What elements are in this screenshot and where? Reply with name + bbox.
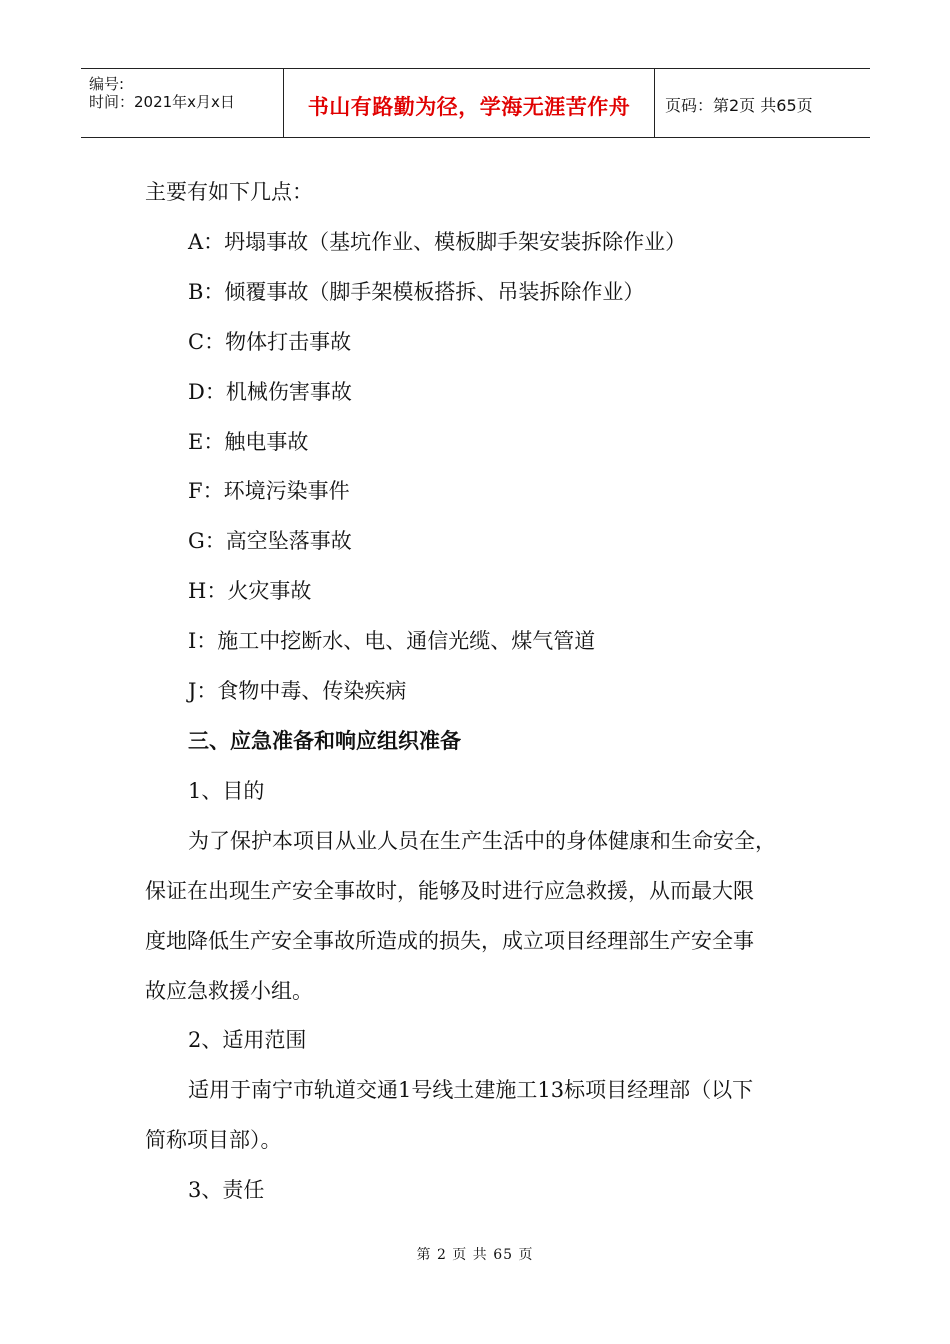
list-item: D：机械伤害事故: [188, 380, 352, 404]
subsection-title-scope: 2、适用范围: [188, 1028, 307, 1052]
list-item: A：坍塌事故（基坑作业、模板脚手架安装拆除作业）: [188, 230, 687, 254]
subsection-title-responsibility: 3、责任: [188, 1178, 265, 1202]
paragraph-line: 适用于南宁市轨道交通1号线土建施工13标项目经理部（以下: [188, 1078, 754, 1102]
header-motto: 书山有路勤为径，学海无涯苦作舟: [307, 95, 631, 119]
subsection-title-purpose: 1、目的: [188, 779, 265, 803]
paragraph-line: 为了保护本项目从业人员在生产生活中的身体健康和生命安全，: [188, 829, 776, 853]
list-item: G：高空坠落事故: [188, 529, 352, 553]
list-item: I：施工中挖断水、电、通信光缆、煤气管道: [188, 629, 596, 653]
paragraph-line: 故应急救援小组。: [145, 979, 313, 1003]
paragraph-line: 简称项目部）。: [145, 1128, 282, 1152]
list-item: H：火灾事故: [188, 579, 312, 603]
list-item: B：倾覆事故（脚手架模板搭拆、吊装拆除作业）: [188, 280, 645, 304]
list-item: F：环境污染事件: [188, 479, 350, 503]
header-motto-cell: [284, 69, 655, 137]
paragraph-line: 度地降低生产安全事故所造成的损失，成立项目经理部生产安全事: [145, 929, 754, 953]
list-item: C：物体打击事故: [188, 330, 352, 354]
number-label: 编号:: [89, 75, 125, 93]
document-header: [81, 68, 870, 138]
time-label: 时间：2021年x月x日: [89, 93, 235, 111]
section-title: 三、应急准备和响应组织准备: [188, 729, 461, 753]
header-meta-cell: [81, 69, 284, 137]
list-item: E：触电事故: [188, 430, 309, 454]
page-footer: 第 2 页 共 65 页: [416, 1247, 534, 1263]
list-item: J：食物中毒、传染疾病: [188, 679, 407, 703]
paragraph-line: 保证在出现生产安全事故时，能够及时进行应急救援，从而最大限: [145, 879, 754, 903]
intro-text: 主要有如下几点：: [145, 180, 313, 204]
header-page-label: 页码：第2页 共65页: [665, 96, 813, 115]
header-page-cell: [655, 69, 870, 137]
